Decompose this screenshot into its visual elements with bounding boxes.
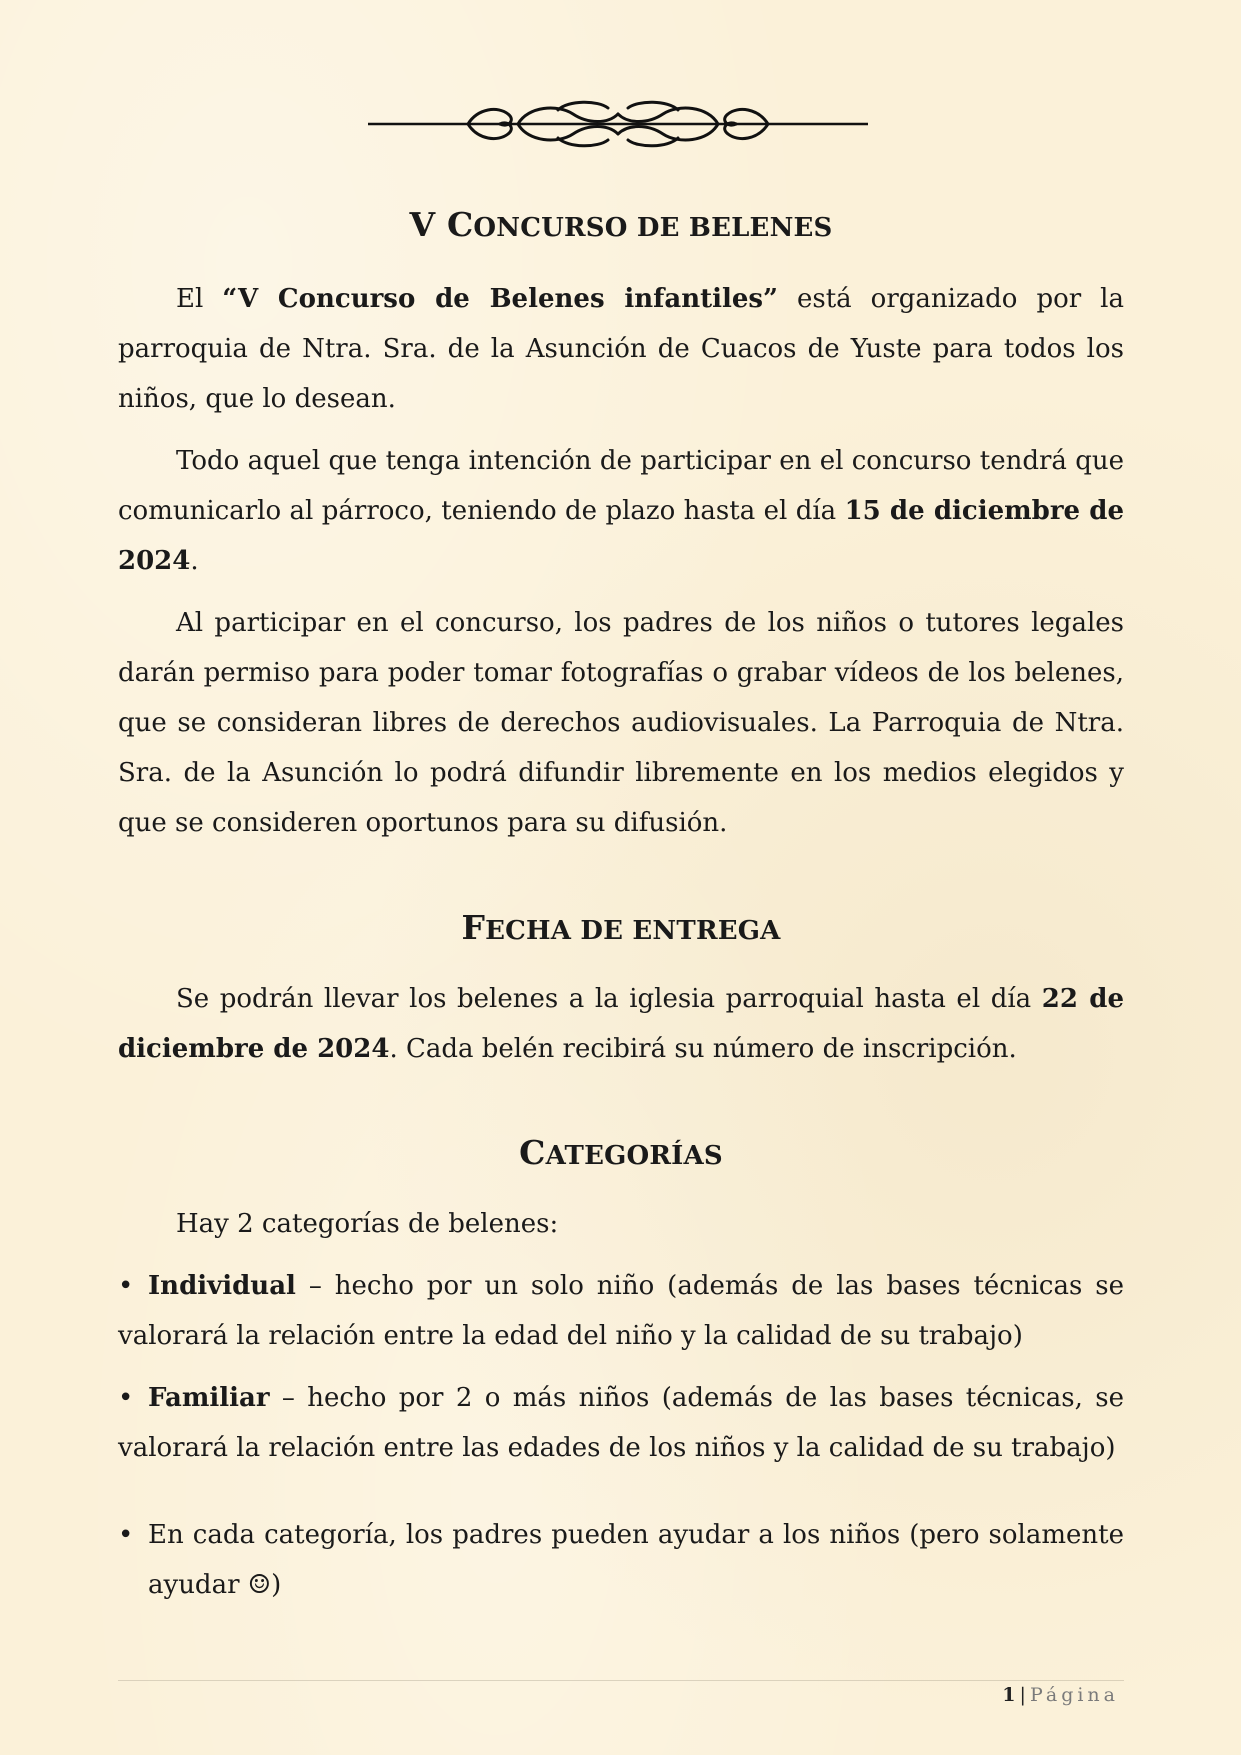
- fecha-paragraph: Se podrán llevar los belenes a la iglesia parroquial hasta el día 22 de diciembre de 2024. Cada belén recibirá su número de inscripción.: [118, 984, 1124, 1064]
- bullet-icon: •: [118, 1520, 134, 1550]
- bullet-icon: •: [118, 1383, 134, 1413]
- page-footer: 1 | Página: [1002, 1684, 1119, 1706]
- section-heading-fecha: FECHA DE ENTREGA: [461, 908, 781, 947]
- page-title: V CONCURSO DE BELENES: [409, 205, 833, 244]
- decorative-flourish: [368, 96, 868, 156]
- page-number: 1: [1002, 1684, 1016, 1706]
- footer-divider: [118, 1680, 1124, 1681]
- list-item-individual: • Individual – hecho por un solo niño (además de las bases técnicas se valorará la relación entre la edad del niño y la calidad de su trabajo): [118, 1261, 1124, 1361]
- bullet-icon: •: [118, 1271, 134, 1301]
- intro-paragraph-3: Al participar en el concurso, los padres de los niños o tutores legales darán permiso para poder tomar fotografías o grabar vídeos de los belenes, que se consideran libres de derechos audiovisuales. La Parroquia de Ntra. Sra. de la Asunción lo podrá difundir libremente en los medios elegidos y que se consideren oportunos para su difusión.: [118, 608, 1124, 838]
- list-item-note: • En cada categoría, los padres pueden ayudar a los niños (pero solamente ayudar ☺): [118, 1510, 1124, 1610]
- section-heading-categorias: CATEGORÍAS: [519, 1133, 723, 1172]
- intro-paragraph-1: El “V Concurso de Belenes infantiles” está organizado por la parroquia de Ntra. Sra. de la Asunción de Cuacos de Yuste para todos los niños, que lo desean.: [118, 284, 1124, 414]
- page-label: Página: [1029, 1684, 1119, 1706]
- intro-paragraph-2: Todo aquel que tenga intención de participar en el concurso tendrá que comunicarlo al párroco, teniendo de plazo hasta el día 15 de diciembre de 2024.: [118, 446, 1124, 576]
- list-item-familiar: • Familiar – hecho por 2 o más niños (además de las bases técnicas, se valorará la relación entre las edades de los niños y la calidad de su trabajo): [118, 1373, 1124, 1473]
- categorias-intro: Hay 2 categorías de belenes:: [176, 1209, 559, 1239]
